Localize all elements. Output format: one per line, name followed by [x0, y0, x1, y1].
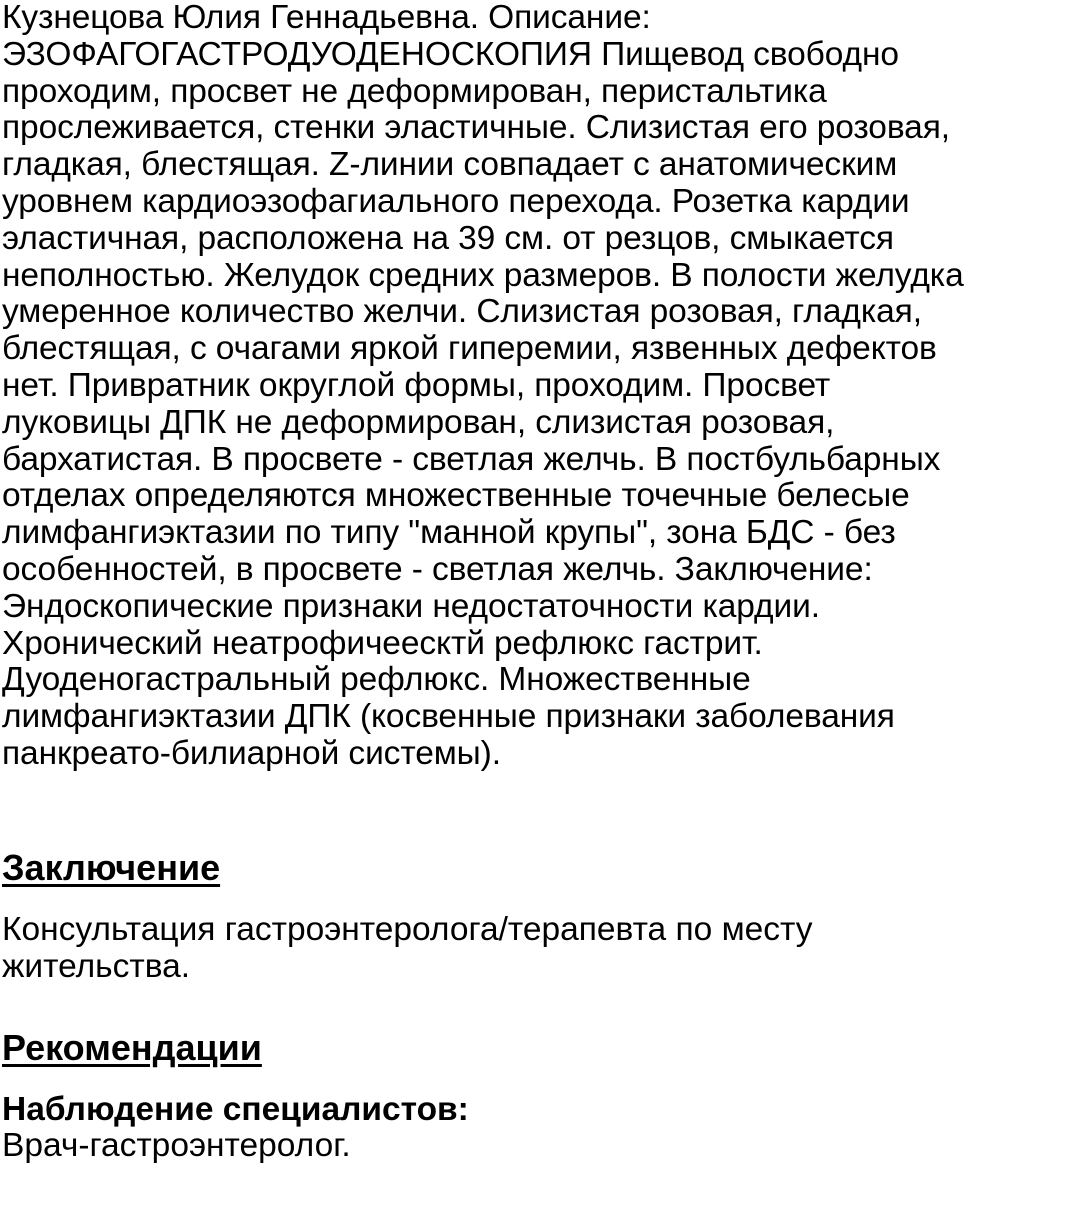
conclusion-line: жительства. [2, 948, 191, 985]
description-line: уровнем кардиоэзофагиального перехода. Розетка кардии [2, 182, 910, 220]
description-line: Хронический неатрофичеесктй рефлюкс гастрит. [2, 624, 763, 662]
description-line: луковицы ДПК не деформирован, слизистая розовая, [2, 403, 835, 441]
description-line: лимфангиэктазии по типу "манной крупы", зона БДС - без [2, 514, 896, 552]
description-line: Кузнецова Юлия Геннадьевна. Описание: [2, 0, 651, 36]
description-line: лимфангиэктазии ДПК (косвенные признаки заболевания [2, 698, 895, 736]
endoscopy-description [2, 0, 964, 773]
description-line: прослеживается, стенки эластичные. Слизистая его розовая, [2, 109, 950, 147]
description-line: панкреато-билиарной системы). [2, 734, 501, 772]
description-line: бархатистая. В просвете - светлая желчь. В постбульбарных [2, 440, 941, 478]
description-line: особенностей, в просвете - светлая желчь. Заключение: [2, 550, 873, 588]
description-line: отделах определяются множественные точечные белесые [2, 477, 910, 515]
description-line: проходим, просвет не деформирован, перистальтика [2, 72, 827, 110]
description-line: гладкая, блестящая. Z-линии совпадает с анатомическим [2, 146, 898, 184]
description-line: блестящая, с очагами яркой гиперемии, язвенных дефектов [2, 330, 937, 368]
description-line: Дуоденогастральный рефлюкс. Множественные [2, 661, 751, 699]
description-line: нет. Привратник округлой формы, проходим. Просвет [2, 366, 831, 404]
recommendations-heading: Рекомендации [2, 1027, 262, 1068]
conclusion-heading: Заключение [2, 847, 221, 888]
conclusion-text [2, 911, 812, 985]
observation-label: Наблюдение специалистов: [2, 1091, 469, 1128]
description-line: эластичная, расположена на 39 см. от резцов, смыкается [2, 219, 894, 257]
observation-value: Врач-гастроэнтеролог. [2, 1127, 351, 1164]
description-line: неполностью. Желудок средних размеров. В полости желудка [2, 256, 964, 294]
description-line: Эндоскопические признаки недостаточности кардии. [2, 587, 820, 625]
conclusion-line: Консультация гастроэнтеролога/терапевта по месту [2, 911, 813, 948]
description-line: ЭЗОФАГОГАСТРОДУОДЕНОСКОПИЯ Пищевод свободно [2, 35, 899, 73]
description-line: умеренное количество желчи. Слизистая розовая, гладкая, [2, 293, 922, 331]
